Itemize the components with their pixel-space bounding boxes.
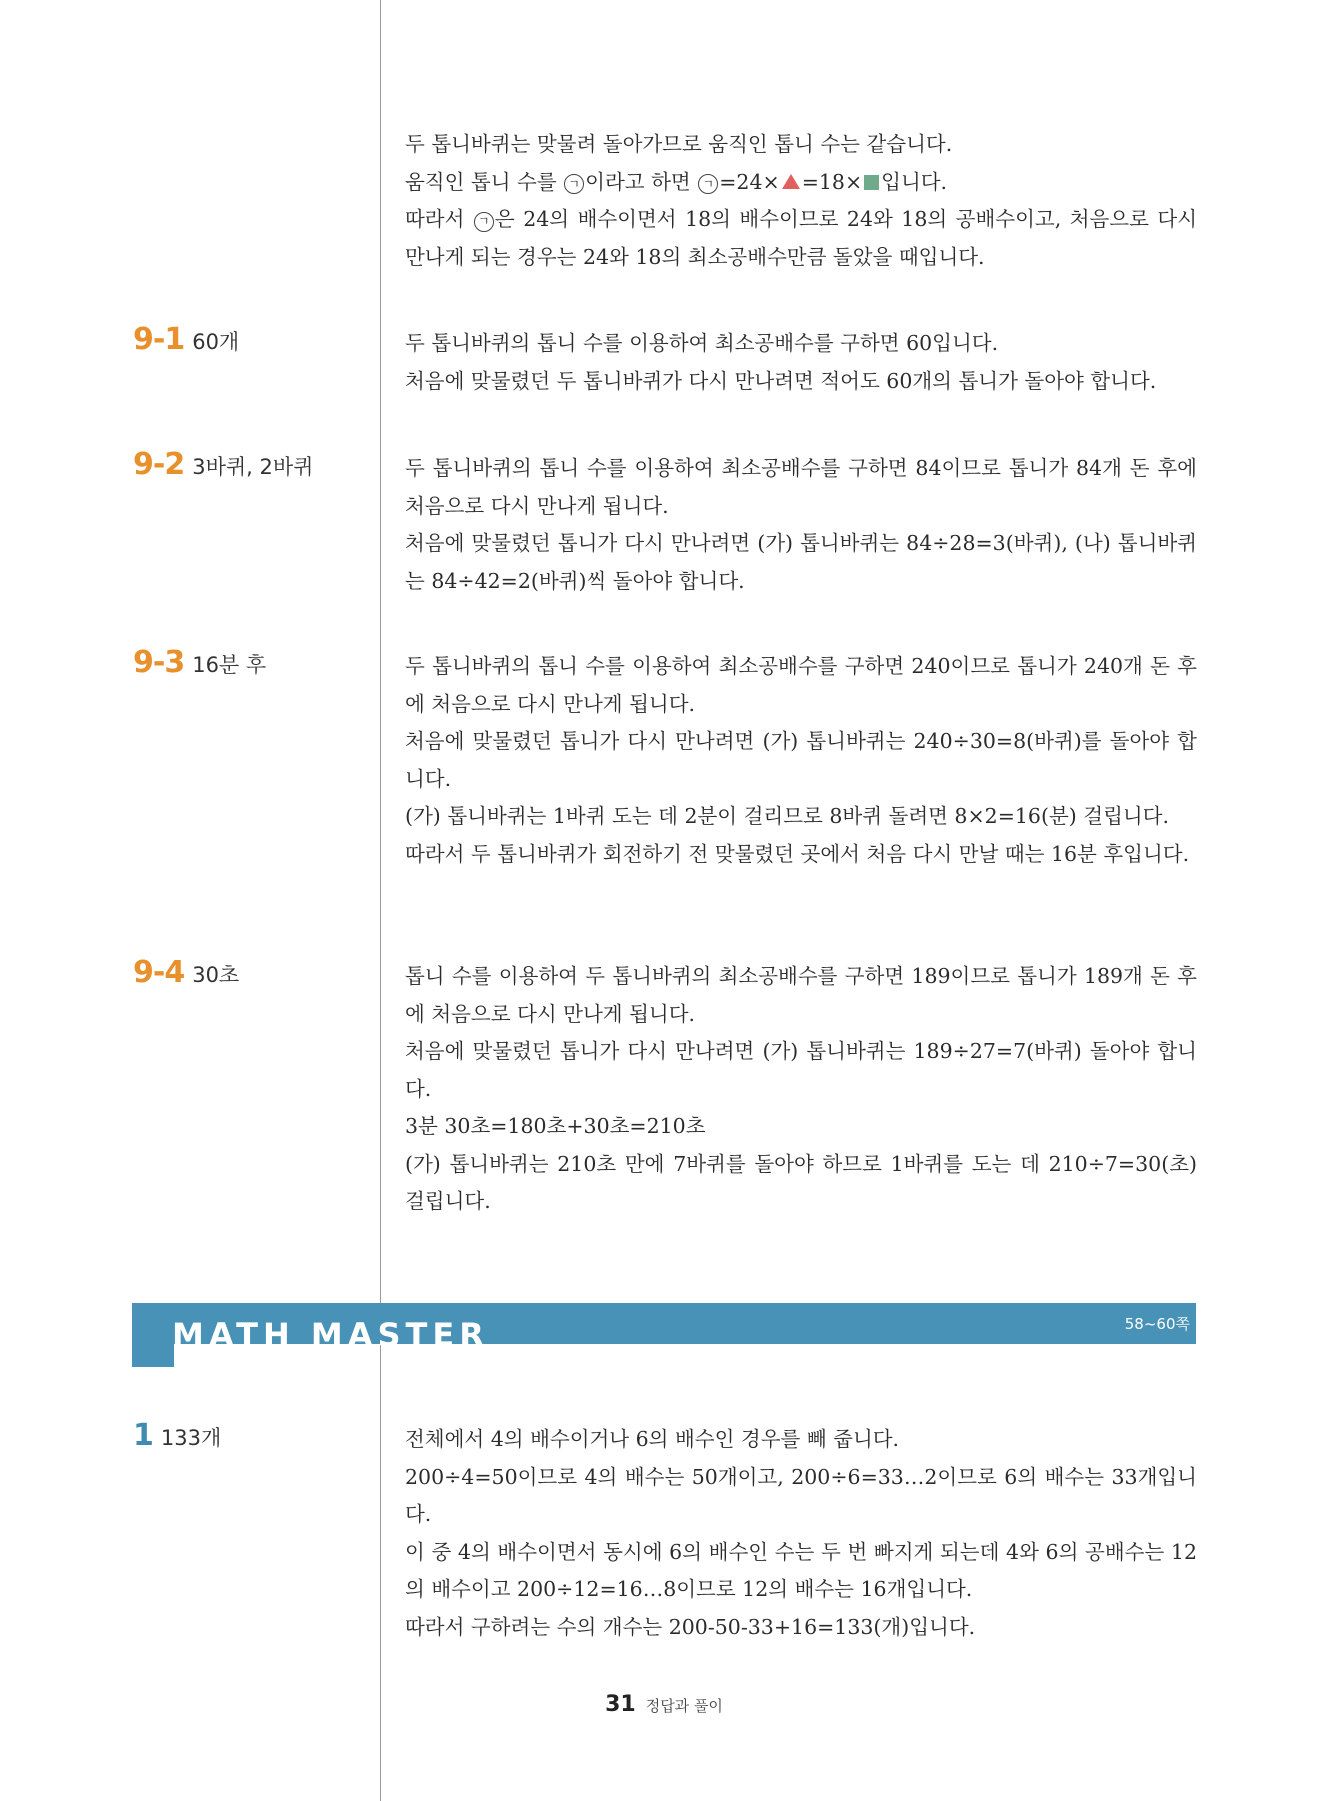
explanation-paragraph: 따라서 두 톱니바퀴가 회전하기 전 맞물렸던 곳에서 처음 다시 만날 때는 16분 후입니다. bbox=[405, 841, 1190, 866]
problem-explanation bbox=[405, 1421, 1197, 1646]
banner-page-range: 58~60쪽 bbox=[1124, 1315, 1190, 1333]
center-divider bbox=[380, 0, 381, 1801]
banner-tab bbox=[132, 1303, 174, 1367]
page-number: 31 bbox=[605, 1692, 636, 1717]
problem-answer: 3바퀴, 2바퀴 bbox=[192, 455, 314, 479]
problem-label bbox=[133, 955, 239, 990]
explanation-paragraph: (가) 톱니바퀴는 1바퀴 도는 데 2분이 걸리므로 8바퀴 돌려면 8×2=16(분) 걸립니다. bbox=[405, 804, 1170, 828]
explanation-paragraph: 따라서 구하려는 수의 개수는 200-50-33+16=133(개)입니다. bbox=[405, 1614, 976, 1639]
problem-label bbox=[133, 645, 266, 680]
page-footer bbox=[0, 1692, 1328, 1717]
explanation-paragraph: 두 톱니바퀴의 톱니 수를 이용하여 최소공배수를 구하면 60입니다. bbox=[405, 331, 999, 355]
problem-label bbox=[133, 447, 313, 482]
problem-number: 1 bbox=[133, 1418, 153, 1453]
circled-giyeok-symbol: ㄱ bbox=[474, 212, 494, 232]
problem-label bbox=[133, 1418, 221, 1453]
problem-number: 9-2 bbox=[133, 447, 185, 482]
problem-number: 9-1 bbox=[133, 322, 185, 357]
problem-explanation bbox=[405, 450, 1197, 600]
explanation-paragraph: 처음에 맞물렸던 톱니가 다시 만나려면 (가) 톱니바퀴는 84÷28=3(바퀴), (나) 톱니바퀴는 84÷42=2(바퀴)씩 돌아야 합니다. bbox=[405, 531, 1197, 593]
explanation-paragraph: 처음에 맞물렸던 톱니가 다시 만나려면 (가) 톱니바퀴는 189÷27=7(바퀴) 돌아야 합니다. bbox=[405, 1039, 1197, 1101]
explanation-paragraph: (가) 톱니바퀴는 210초 만에 7바퀴를 돌아야 하므로 1바퀴를 도는 데 210÷7=30(초) 걸립니다. bbox=[405, 1151, 1197, 1213]
problem-number: 9-4 bbox=[133, 955, 185, 990]
problem-explanation bbox=[405, 648, 1197, 873]
red-triangle-icon bbox=[782, 174, 800, 189]
intro-line-2: 움직인 톱니 수를 ㄱ 이라고 하면 ㄱ =24× =18× 입니다. bbox=[405, 169, 948, 194]
explanation-paragraph: 200÷4=50이므로 4의 배수는 50개이고, 200÷6=33…2이므로 6의 배수는 33개입니다. bbox=[405, 1464, 1197, 1526]
intro-line-1: 두 톱니바퀴는 맞물려 돌아가므로 움직인 톱니 수는 같습니다. bbox=[405, 132, 953, 156]
circled-giyeok-symbol: ㄱ bbox=[564, 174, 584, 194]
green-square-icon bbox=[864, 175, 879, 190]
explanation-paragraph: 두 톱니바퀴의 톱니 수를 이용하여 최소공배수를 구하면 84이므로 톱니가 84개 돈 후에 처음으로 다시 만나게 됩니다. bbox=[405, 456, 1197, 518]
problem-answer: 133개 bbox=[160, 1426, 222, 1450]
intro-line-3: 따라서 ㄱ 은 24의 배수이면서 18의 배수이므로 24와 18의 공배수이고, 처음으로 다시 만나게 되는 경우는 24와 18의 최소공배수만큼 돌았을 때입니다. bbox=[405, 207, 1197, 269]
footer-text: 정답과 풀이 bbox=[645, 1697, 723, 1715]
explanation-paragraph: 톱니 수를 이용하여 두 톱니바퀴의 최소공배수를 구하면 189이므로 톱니가 189개 돈 후에 처음으로 다시 만나게 됩니다. bbox=[405, 964, 1197, 1026]
intro-text bbox=[405, 126, 1197, 276]
explanation-paragraph: 처음에 맞물렸던 두 톱니바퀴가 다시 만나려면 적어도 60개의 톱니가 돌아야 합니다. bbox=[405, 368, 1157, 393]
explanation-paragraph: 이 중 4의 배수이면서 동시에 6의 배수인 수는 두 번 빠지게 되는데 4와 6의 공배수는 12의 배수이고 200÷12=16…8이므로 12의 배수는 16개입니다. bbox=[405, 1539, 1197, 1601]
circled-giyeok-symbol: ㄱ bbox=[698, 174, 718, 194]
problem-explanation bbox=[405, 958, 1197, 1221]
explanation-paragraph: 두 톱니바퀴의 톱니 수를 이용하여 최소공배수를 구하면 240이므로 톱니가 240개 돈 후에 처음으로 다시 만나게 됩니다. bbox=[405, 654, 1197, 716]
banner-title: MATH MASTER bbox=[172, 1316, 489, 1352]
problem-label bbox=[133, 322, 239, 357]
explanation-paragraph: 전체에서 4의 배수이거나 6의 배수인 경우를 빼 줍니다. bbox=[405, 1427, 900, 1451]
explanation-paragraph: 처음에 맞물렸던 톱니가 다시 만나려면 (가) 톱니바퀴는 240÷30=8(바퀴)를 돌아야 합니다. bbox=[405, 729, 1197, 791]
problem-number: 9-3 bbox=[133, 645, 185, 680]
problem-answer: 60개 bbox=[192, 330, 240, 354]
problem-answer: 30초 bbox=[192, 963, 240, 987]
problem-answer: 16분 후 bbox=[192, 653, 267, 677]
problem-explanation bbox=[405, 325, 1197, 400]
explanation-paragraph: 3분 30초=180초+30초=210초 bbox=[405, 1114, 706, 1138]
